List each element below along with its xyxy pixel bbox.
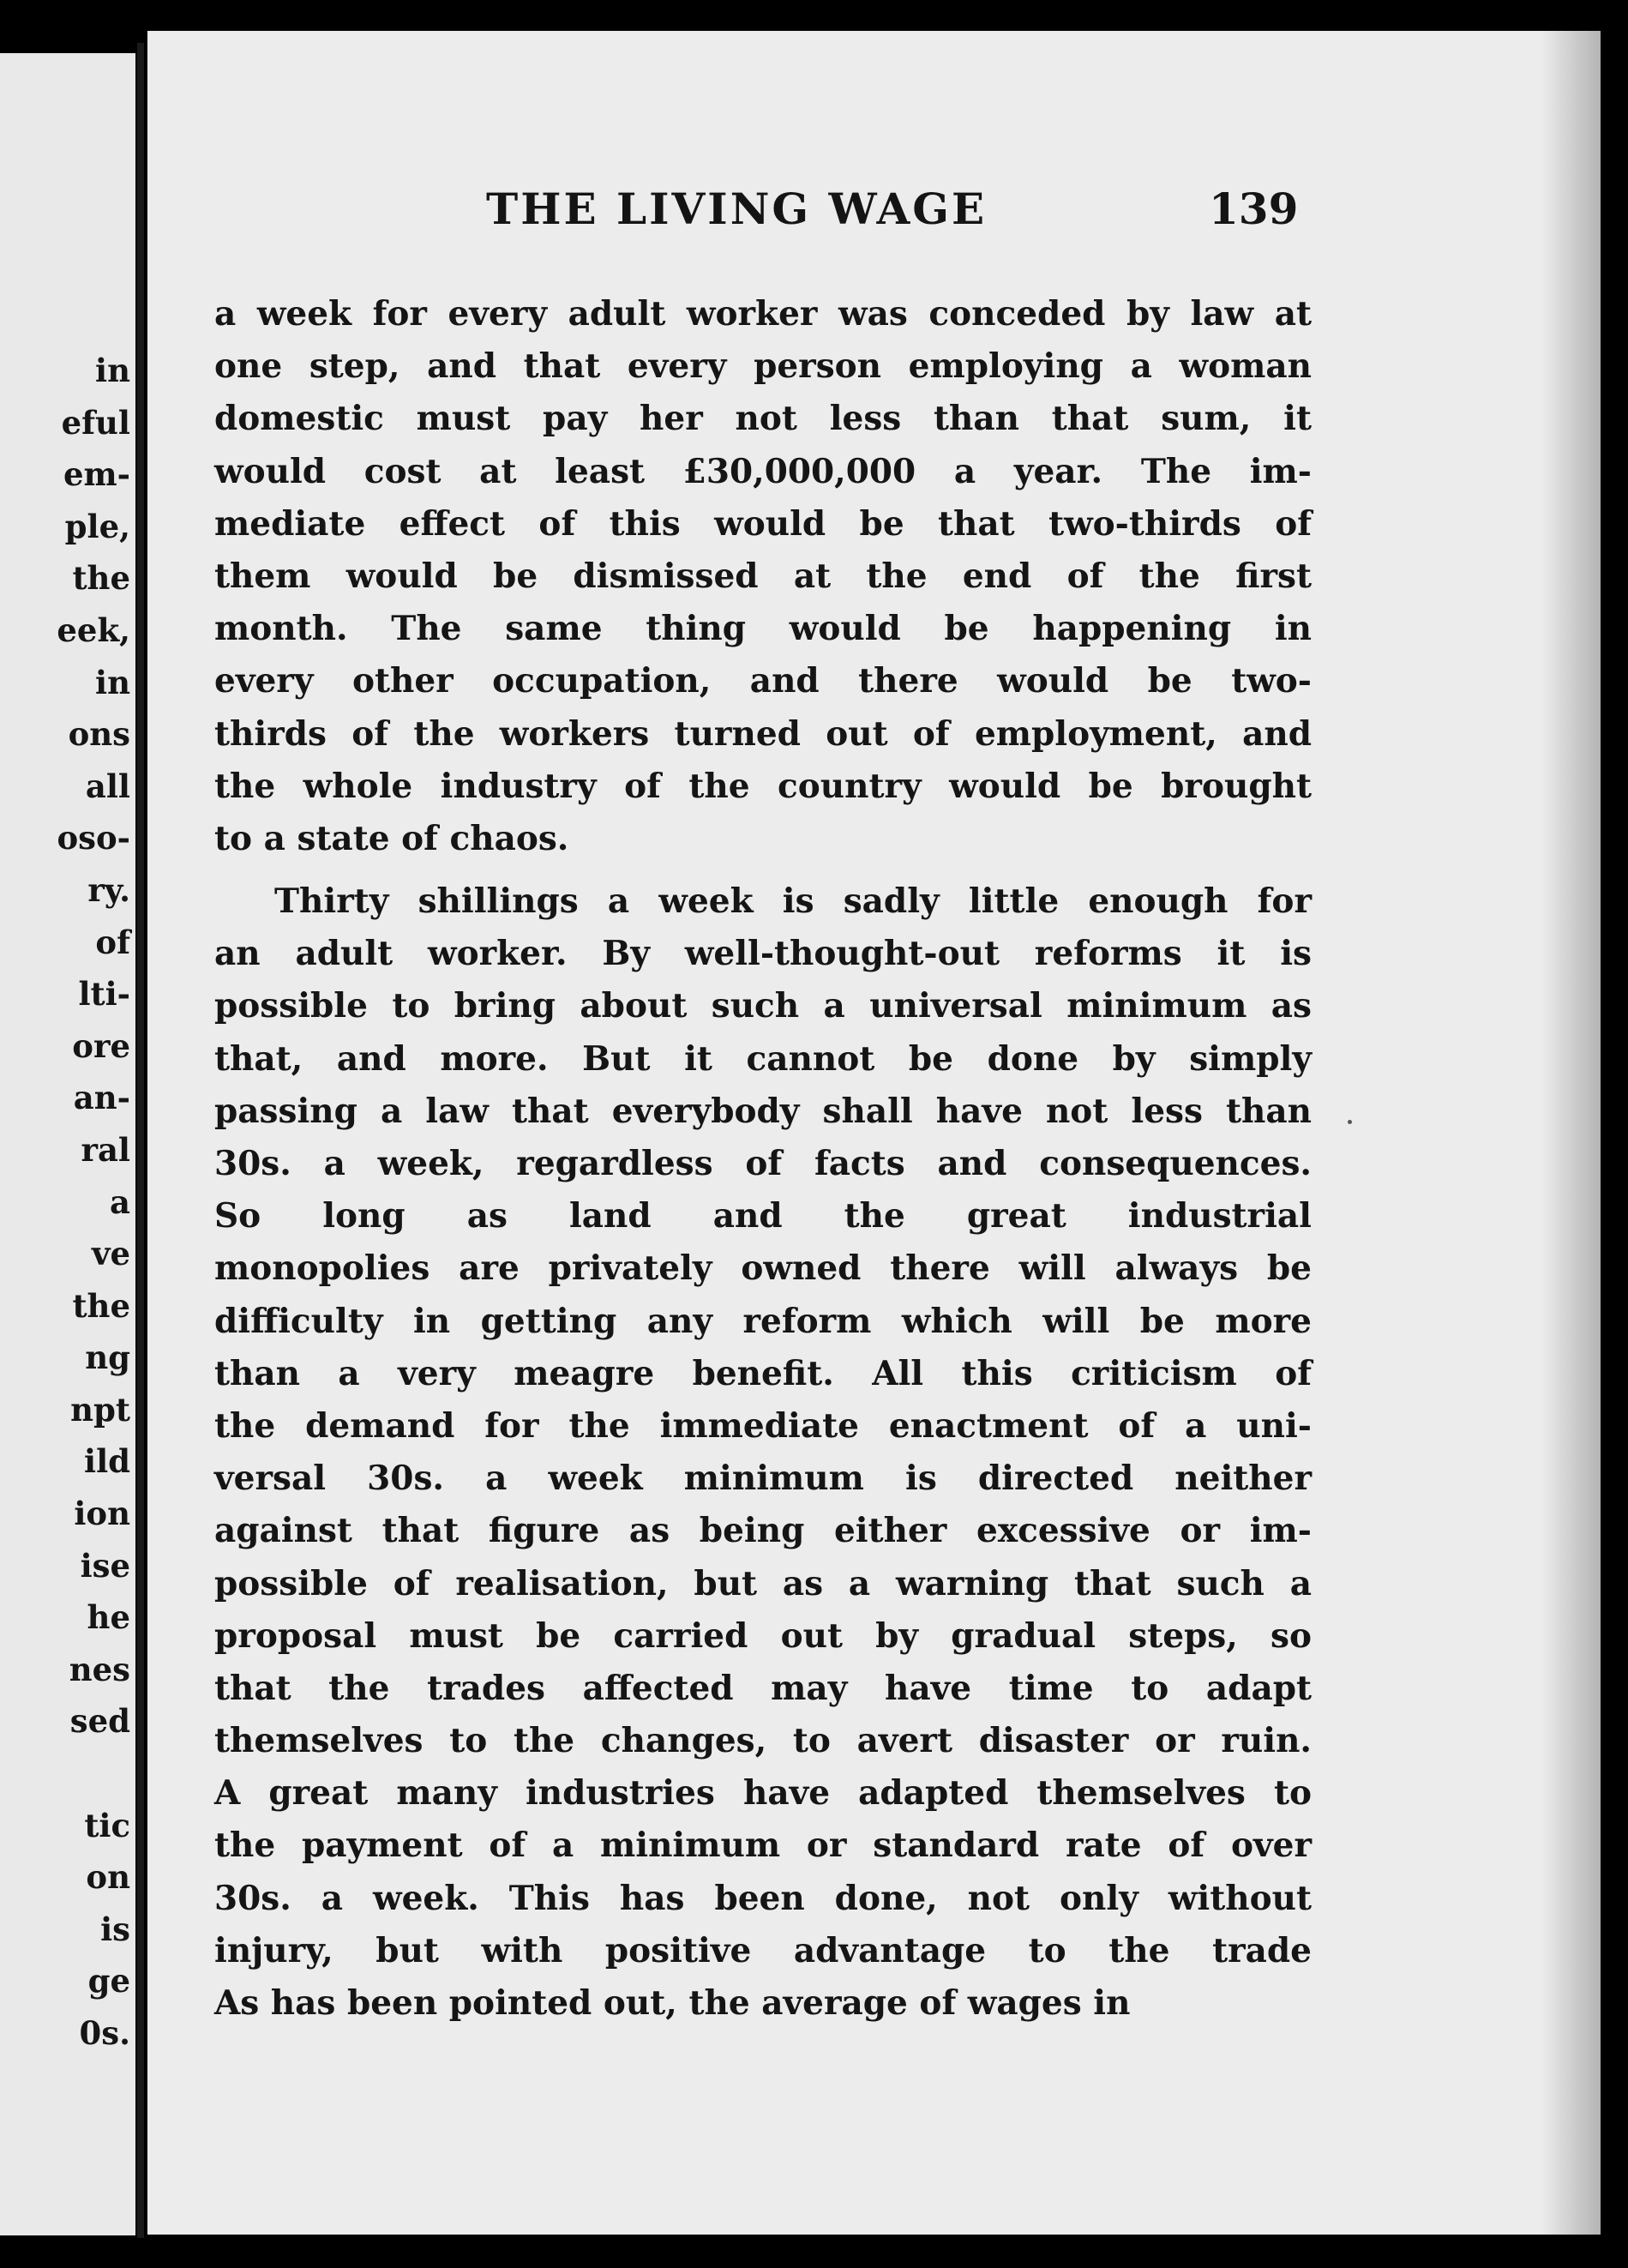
text-line: one step, and that every person employing a woman	[214, 346, 1312, 387]
facing-page-fragment-line: ng	[85, 1339, 130, 1377]
text-line: passing a law that everybody shall have not less than	[214, 1091, 1312, 1131]
facing-page-fragment	[0, 53, 135, 2235]
text-line: thirds of the workers turned out of employment, and	[214, 713, 1312, 754]
facing-page-fragment-line: in	[95, 352, 130, 389]
text-line: the demand for the immediate enactment of a uni-	[214, 1405, 1312, 1446]
facing-page-fragment-line: ise	[80, 1546, 130, 1585]
text-line: possible of realisation, but as a warning that such a	[214, 1563, 1312, 1603]
facing-page-fragment-line: eek,	[57, 611, 130, 649]
facing-page-fragment-line: oso-	[57, 819, 130, 857]
facing-page-fragment-line: ral	[81, 1130, 130, 1169]
text-line: a week for every adult worker was conceded by law at	[214, 294, 1312, 334]
facing-page-fragment-line: 0s.	[79, 2014, 130, 2052]
page-number: 139	[1209, 183, 1299, 234]
text-line: Thirty shillings a week is sadly little enough for	[274, 881, 1312, 922]
text-line: than a very meagre benefit. All this criticism of	[214, 1353, 1312, 1393]
text-line: that, and more. But it cannot be done by simply	[214, 1038, 1312, 1079]
text-line: possible to bring about such a universal minimum as	[214, 986, 1312, 1026]
facing-page-fragment-line: is	[100, 1910, 130, 1948]
text-line: against that figure as being either excessive or im-	[214, 1511, 1312, 1551]
page-edge-shadow	[1541, 31, 1601, 2235]
facing-page-fragment-line: he	[87, 1598, 130, 1637]
text-line: A great many industries have adapted themselves to	[214, 1773, 1312, 1814]
paragraph-gap	[214, 865, 1312, 875]
print-speck	[1348, 1120, 1352, 1124]
facing-page-fragment-line: ons	[68, 715, 130, 754]
text-line: monopolies are privately owned there will always be	[214, 1248, 1312, 1289]
facing-page-line-endings	[0, 345, 130, 2060]
text-line: proposal must be carried out by gradual steps, so	[214, 1615, 1312, 1656]
facing-page-fragment-line: ild	[84, 1442, 130, 1481]
text-line: versal 30s. a week minimum is directed neither	[214, 1459, 1312, 1499]
book-page	[147, 31, 1601, 2235]
text-line: difficulty in getting any reform which will be more	[214, 1301, 1312, 1341]
facing-page-fragment-line: lti-	[78, 975, 130, 1014]
facing-page-fragment-line: in	[95, 663, 130, 701]
facing-page-fragment-line: an-	[73, 1079, 130, 1117]
text-line: injury, but with positive advantage to the trade	[214, 1930, 1312, 1970]
running-title: THE LIVING WAGE	[486, 183, 988, 234]
text-line: As has been pointed out, the average of wages in	[214, 1983, 1131, 2023]
facing-page-fragment-line: all	[85, 767, 130, 805]
facing-page-fragment-line: of	[95, 923, 130, 961]
text-line: 30s. a week. This has been done, not only without	[214, 1878, 1312, 1918]
facing-page-fragment-line: ion	[74, 1495, 130, 1533]
page-gutter	[137, 43, 144, 2238]
text-line: domestic must pay her not less than that sum, it	[214, 399, 1312, 439]
facing-page-fragment-line: eful	[61, 403, 130, 442]
facing-page-fragment-line: a	[110, 1182, 130, 1221]
facing-page-fragment-line: the	[72, 559, 130, 598]
facing-page-fragment-line: ore	[72, 1026, 130, 1065]
facing-page-fragment-line: ge	[87, 1962, 130, 2000]
facing-page-fragment-line: nes	[69, 1650, 130, 1688]
body-text	[214, 288, 1312, 2030]
facing-page-fragment-line: ry.	[87, 870, 130, 909]
text-line: the payment of a minimum or standard rate of over	[214, 1826, 1312, 1866]
facing-page-fragment-line: sed	[69, 1702, 130, 1741]
text-line: 30s. a week, regardless of facts and consequences.	[214, 1144, 1312, 1183]
text-line: the whole industry of the country would be brought	[214, 766, 1312, 806]
text-line: would cost at least £30,000,000 a year. The im-	[214, 451, 1312, 491]
text-line: month. The same thing would be happening in	[214, 609, 1312, 649]
facing-page-fragment-line: npt	[70, 1390, 130, 1429]
facing-page-fragment-line: em-	[63, 455, 130, 494]
text-line: to a state of chaos.	[214, 818, 569, 858]
facing-page-fragment-line: ple,	[64, 507, 130, 545]
text-line: themselves to the changes, to avert disaster or ruin.	[214, 1721, 1312, 1761]
text-line: every other occupation, and there would be two-	[214, 661, 1312, 701]
facing-page-fragment-line: tic	[84, 1806, 130, 1844]
facing-page-fragment-line: the	[72, 1286, 130, 1325]
text-line: them would be dismissed at the end of the first	[214, 556, 1312, 596]
text-line: mediate effect of this would be that two-thirds of	[214, 503, 1312, 544]
facing-page-fragment-line	[0, 1748, 130, 1800]
text-line: an adult worker. By well-thought-out reforms it is	[214, 934, 1312, 974]
text-line: So long as land and the great industrial	[214, 1196, 1312, 1236]
running-header	[147, 183, 1601, 252]
facing-page-fragment-line: ve	[91, 1235, 130, 1273]
text-line: that the trades affected may have time to adapt	[214, 1668, 1312, 1708]
facing-page-fragment-line: on	[86, 1858, 130, 1897]
